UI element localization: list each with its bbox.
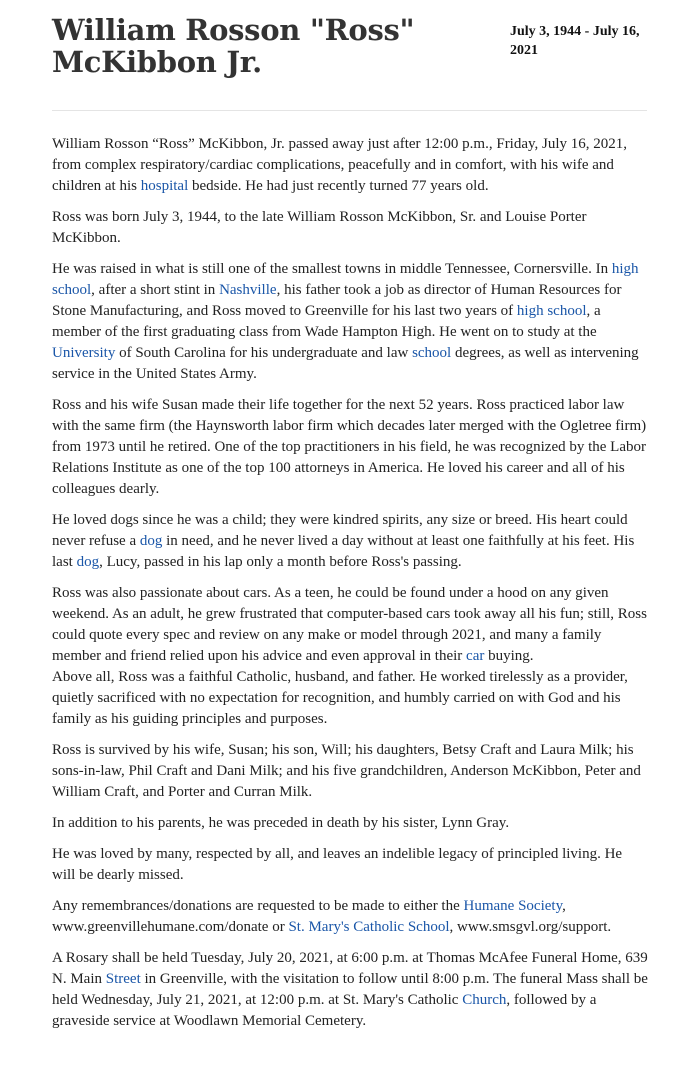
link-dog[interactable]: dog bbox=[139, 533, 163, 549]
link-hospital[interactable]: hospital bbox=[140, 178, 189, 194]
life-dates: July 3, 1944 - July 16, 2021 bbox=[510, 24, 640, 58]
link-humane-society[interactable]: Humane Society bbox=[463, 898, 563, 914]
link-high-school[interactable]: high school bbox=[516, 303, 587, 319]
obituary-body bbox=[52, 134, 648, 1042]
link-high-school[interactable]: high school bbox=[52, 261, 639, 298]
link-street[interactable]: Street bbox=[105, 971, 141, 987]
link-church[interactable]: Church bbox=[462, 992, 507, 1008]
paragraph-career: Ross and his wife Susan made their life together for the next 52 years. Ross practiced labor law with the same firm (the Haynsworth labor firm which decades later merged with the Ogletree firm) from 1973 until he retired. One of the top practitioners in his field, he was recognized by the Labor Relations Institute as one of the top 100 attorneys in America. He loved his career and all of his colleagues dearly. bbox=[52, 397, 647, 497]
page-title: William Rosson "Ross" McKibbon Jr. bbox=[52, 13, 415, 79]
link-car[interactable]: car bbox=[466, 648, 485, 664]
paragraph-cars: Ross was also passionate about cars. As a teen, he could be found under a hood on any given weekend. As an adult, he grew frustrated that computer-based cars took away all his fun; still, Ross could quote every spec and review on any make or model through 2021, and many a family member and friend relied upon his advice and even approval in their car buying. bbox=[52, 585, 647, 664]
paragraph-preceded: In addition to his parents, he was preceded in death by his sister, Lynn Gray. bbox=[52, 815, 510, 831]
link-university[interactable]: University bbox=[52, 345, 116, 361]
paragraph-survivors: Ross is survived by his wife, Susan; his son, Will; his daughters, Betsy Craft and Laura Milk; his sons-in-law, Phil Craft and Dani Milk; and his five grandchildren, Anderson McKibbon, Peter and William Craft, and Porter and Curran Milk. bbox=[52, 742, 641, 800]
paragraph-passing: William Rosson “Ross” McKibbon, Jr. passed away just after 12:00 p.m., Friday, July 16, 2021, from complex respiratory/cardiac complications, peacefully and in comfort, with his wife and children at his hospital bedside. He had just recently turned 77 years old. bbox=[52, 136, 628, 194]
link-school[interactable]: school bbox=[412, 345, 452, 361]
paragraph-early-life: He was raised in what is still one of the smallest towns in middle Tennessee, Cornersville. In high school, after a short stint in Nashville, his father took a job as director of Human Resources for Stone Manufacturing, and Ross moved to Greenville for his last two years of high school, a member of the first graduating class from Wade Hampton High. He went on to study at the University of South Carolina for his undergraduate and law school degrees, as well as intervening service in the United States Army. bbox=[52, 261, 639, 382]
paragraph-dogs: He loved dogs since he was a child; they were kindred spirits, any size or breed. His heart could never refuse a dog in need, and he never lived a day without at least one faithfully at his feet. His last dog, Lucy, passed in his lap only a month before Ross's passing. bbox=[52, 512, 635, 570]
obituary-header bbox=[52, 14, 647, 111]
paragraph-legacy: He was loved by many, respected by all, and leaves an indelible legacy of principled living. He will be dearly missed. bbox=[52, 846, 623, 883]
paragraph-faith: Above all, Ross was a faithful Catholic, husband, and father. He worked tirelessly as a provider, quietly sacrificed with no expectation for recognition, and humbly carried on with God and his family as his guiding principles and purposes. bbox=[52, 669, 628, 727]
paragraph-birth: Ross was born July 3, 1944, to the late William Rosson McKibbon, Sr. and Louise Porter McKibbon. bbox=[52, 209, 587, 246]
link-nashville[interactable]: Nashville bbox=[219, 282, 277, 298]
link-dog[interactable]: dog bbox=[76, 554, 100, 570]
paragraph-services: A Rosary shall be held Tuesday, July 20, 2021, at 6:00 p.m. at Thomas McAfee Funeral Home, 639 N. Main Street in Greenville, with the visitation to follow until 8:00 p.m. The funeral Mass shall be held Wednesday, July 21, 2021, at 12:00 p.m. at St. Mary's Catholic Church, followed by a graveside service at Woodlawn Memorial Cemetery. bbox=[52, 950, 648, 1029]
paragraph-donations: Any remembrances/donations are requested to be made to either the Humane Society, www.greenvillehumane.com/donate or St. Mary's Catholic School, www.smsgvl.org/support. bbox=[52, 898, 612, 935]
link-st-marys-school[interactable]: St. Mary's Catholic School bbox=[288, 919, 450, 935]
